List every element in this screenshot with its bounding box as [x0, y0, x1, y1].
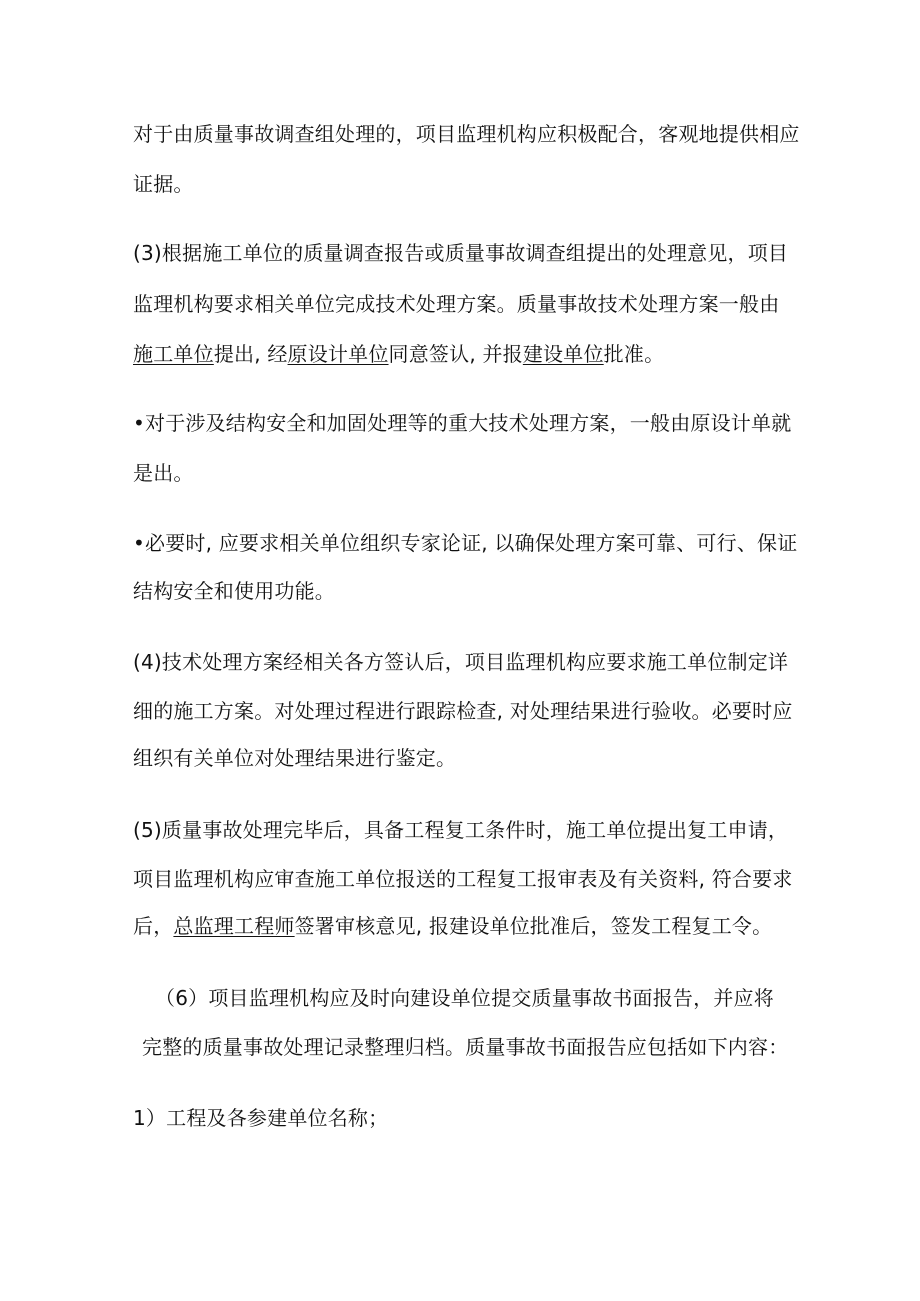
text-run: 完整的质量事故处理记录整理归档。质量事故书面报告应包括如下内容：: [142, 1035, 789, 1059]
text-run: •必要时, 应要求相关单位组织专家论证, 以确保处理方案可靠、可行、保证: [133, 531, 798, 555]
text-run: 细的施工方案。对处理过程进行跟踪检查, 对处理结果进行验收。必要时应: [133, 699, 793, 723]
text-run: 后，: [133, 914, 174, 938]
text-run: 签署审核意见, 报建设单位批准后，签发工程复工令。: [294, 914, 773, 938]
text-line: [133, 292, 779, 316]
text-line: [133, 818, 788, 842]
text-run: 组织有关单位对处理结果进行鉴定。: [133, 746, 457, 770]
text-run: •对于涉及结构安全和加固处理等的重大技术处理方案，一般由原设计单就: [133, 411, 792, 435]
text-line: [133, 699, 793, 723]
text-run: 批准。: [603, 342, 665, 366]
text-line: [133, 241, 788, 265]
text-run: 1）工程及各参建单位名称；: [133, 1106, 389, 1130]
text-run: 是出。: [133, 461, 194, 485]
text-run: (5)质量事故处理完毕后，具备工程复工条件时，施工单位提出复工申请，: [133, 818, 789, 842]
text-run: 对于由质量事故调查组处理的，项目监理机构应积极配合，客观地提供相应: [133, 122, 800, 146]
text-line: [133, 172, 194, 196]
text-run: (4)技术处理方案经相关各方签认后，项目监理机构应要求施工单位制定详: [133, 650, 789, 674]
underlined-term: 建设单位: [522, 342, 604, 366]
text-run: （6）项目监理机构应及时向建设单位提交质量事故书面报告，并应将: [155, 986, 774, 1010]
underlined-term: 原设计单位: [287, 342, 389, 366]
text-line: [133, 914, 772, 938]
text-line: [133, 867, 793, 891]
underlined-term: 施工单位: [133, 342, 214, 366]
text-line: [133, 579, 335, 603]
text-run: 提出, 经: [213, 342, 288, 366]
text-line: [133, 650, 788, 674]
text-run: 同意签认, 并报: [388, 342, 523, 366]
text-run: 证据。: [133, 172, 194, 196]
text-line: [133, 531, 797, 555]
text-line: [133, 461, 194, 485]
text-line: [133, 122, 800, 146]
text-line: [133, 746, 456, 770]
text-line: [142, 1035, 788, 1059]
text-line: [155, 986, 774, 1010]
text-line: [133, 1106, 388, 1130]
text-run: 监理机构要求相关单位完成技术处理方案。质量事故技术处理方案一般由: [133, 292, 780, 316]
text-line: [133, 342, 664, 366]
text-run: 结构安全和使用功能。: [133, 579, 335, 603]
text-run: (3)根据施工单位的质量调查报告或质量事故调查组提出的处理意见，项目: [133, 241, 789, 265]
text-line: [133, 411, 791, 435]
underlined-term: 总监理工程师: [173, 914, 295, 938]
text-run: 项目监理机构应审查施工单位报送的工程复工报审表及有关资料, 符合要求: [133, 867, 793, 891]
